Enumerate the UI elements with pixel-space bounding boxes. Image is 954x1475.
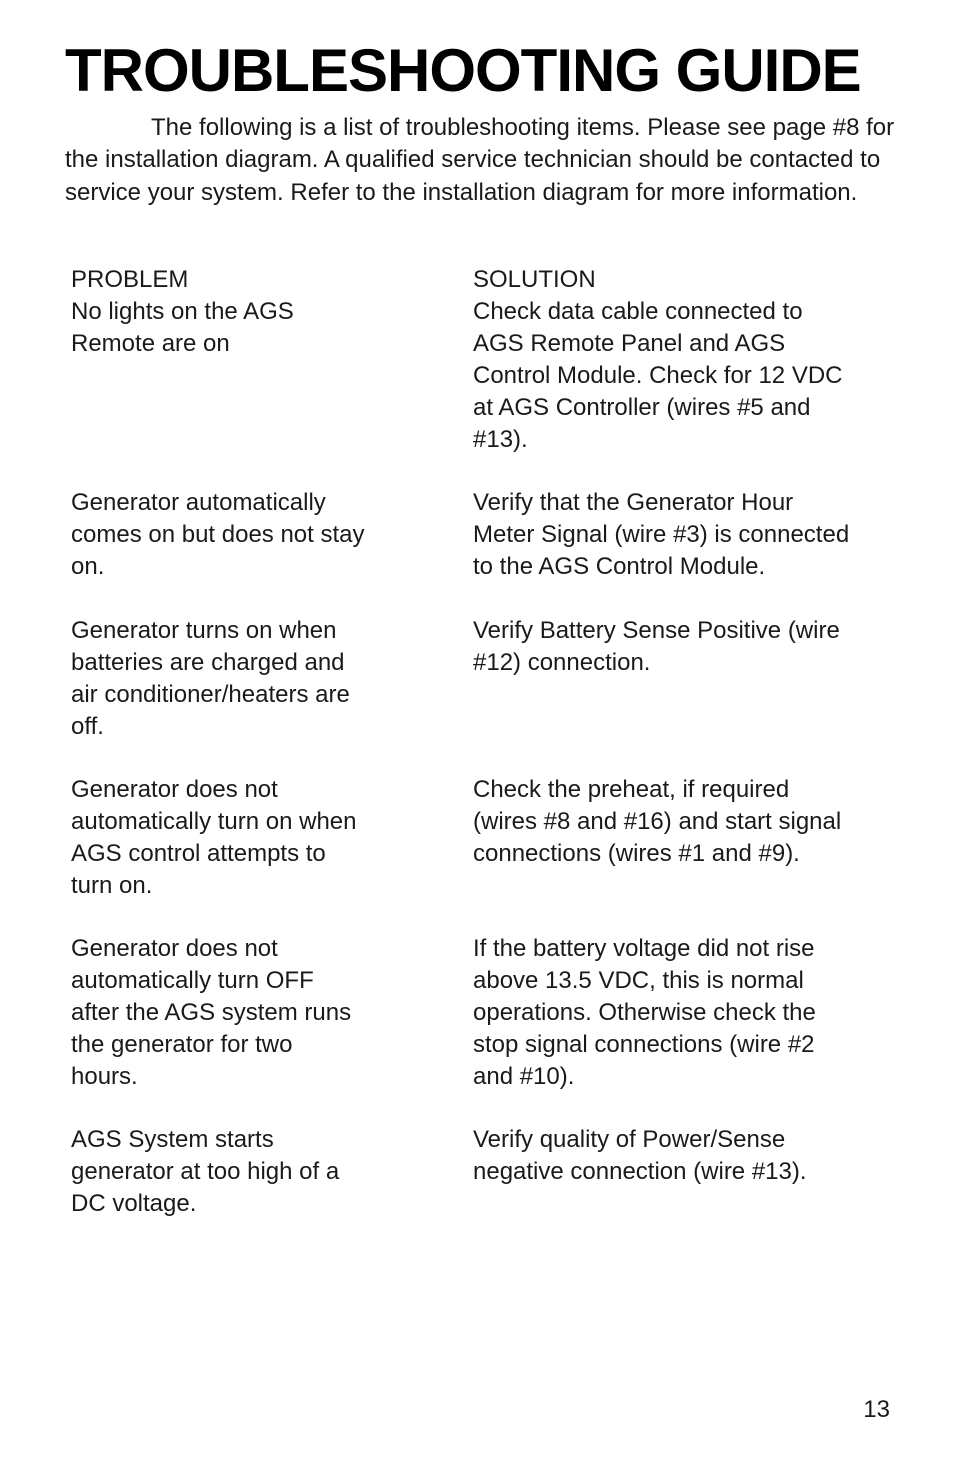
problem-line: AGS System starts (71, 1126, 274, 1153)
solution-line: Verify that the Generator Hour (473, 489, 794, 516)
solution-line: above 13.5 VDC, this is normal (473, 967, 804, 994)
problem-line: hours. (71, 1063, 138, 1090)
solution-line: and #10). (473, 1063, 575, 1090)
page-title: TROUBLESHOOTING GUIDE (65, 37, 861, 104)
problem-cell (71, 933, 431, 1093)
solution-line: AGS Remote Panel and AGS (473, 330, 786, 357)
problem-line: DC voltage. (71, 1190, 197, 1217)
solution-line: stop signal connections (wire #2 (473, 1031, 815, 1058)
solution-line: Meter Signal (wire #3) is connected (473, 521, 850, 548)
solution-line: If the battery voltage did not rise (473, 935, 815, 962)
solution-line: connections (wires #1 and #9). (473, 840, 800, 867)
solution-cell (473, 487, 898, 583)
solution-line: at AGS Controller (wires #5 and (473, 394, 811, 421)
problem-line: automatically turn on when (71, 808, 357, 835)
solution-cell (473, 774, 898, 870)
problem-cell (71, 1124, 431, 1220)
solution-line: operations. Otherwise check the (473, 999, 816, 1026)
solution-line: negative connection (wire #13). (473, 1158, 807, 1185)
problem-line: Generator does not (71, 776, 278, 803)
solution-line: to the AGS Control Module. (473, 553, 766, 580)
solution-line: #12) connection. (473, 649, 651, 676)
problem-line: Generator turns on when (71, 617, 337, 644)
problem-line: generator at too high of a (71, 1158, 340, 1185)
problem-line: on. (71, 553, 105, 580)
solution-line: #13). (473, 426, 528, 453)
solution-line: Check data cable connected to (473, 298, 803, 325)
problem-line: automatically turn OFF (71, 967, 314, 994)
solution-cell (473, 933, 898, 1093)
solution-line: Verify Battery Sense Positive (wire (473, 617, 840, 644)
problem-line: comes on but does not stay (71, 521, 365, 548)
problem-line: No lights on the AGS (71, 298, 294, 325)
problem-line: after the AGS system runs (71, 999, 352, 1026)
solution-column-header: SOLUTION (473, 266, 596, 293)
page-number: 13 (863, 1396, 890, 1423)
problem-line: the generator for two (71, 1031, 293, 1058)
solution-line: Check the preheat, if required (473, 776, 790, 803)
problem-cell (71, 615, 431, 743)
problem-line: AGS control attempts to (71, 840, 326, 867)
problem-line: off. (71, 713, 104, 740)
problem-line: Generator does not (71, 935, 278, 962)
solution-line: Control Module. Check for 12 VDC (473, 362, 843, 389)
problem-line: batteries are charged and (71, 649, 345, 676)
problem-cell (71, 487, 431, 583)
problem-cell (71, 774, 431, 902)
solution-cell (473, 1124, 898, 1188)
solution-line: Verify quality of Power/Sense (473, 1126, 786, 1153)
solution-cell (473, 615, 898, 679)
problem-cell (71, 296, 431, 360)
problem-line: air conditioner/heaters are (71, 681, 350, 708)
solution-line: (wires #8 and #16) and start signal (473, 808, 842, 835)
problem-column-header: PROBLEM (71, 266, 189, 293)
solution-cell (473, 296, 898, 456)
problem-line: Generator automatically (71, 489, 326, 516)
intro-paragraph: The following is a list of troubleshooting items. Please see page #8 for the installation diagram. A qualified service technician should be contacted to service your system. Refer to the installation diagram for more information. (65, 114, 895, 206)
problem-line: Remote are on (71, 330, 230, 357)
problem-line: turn on. (71, 872, 153, 899)
